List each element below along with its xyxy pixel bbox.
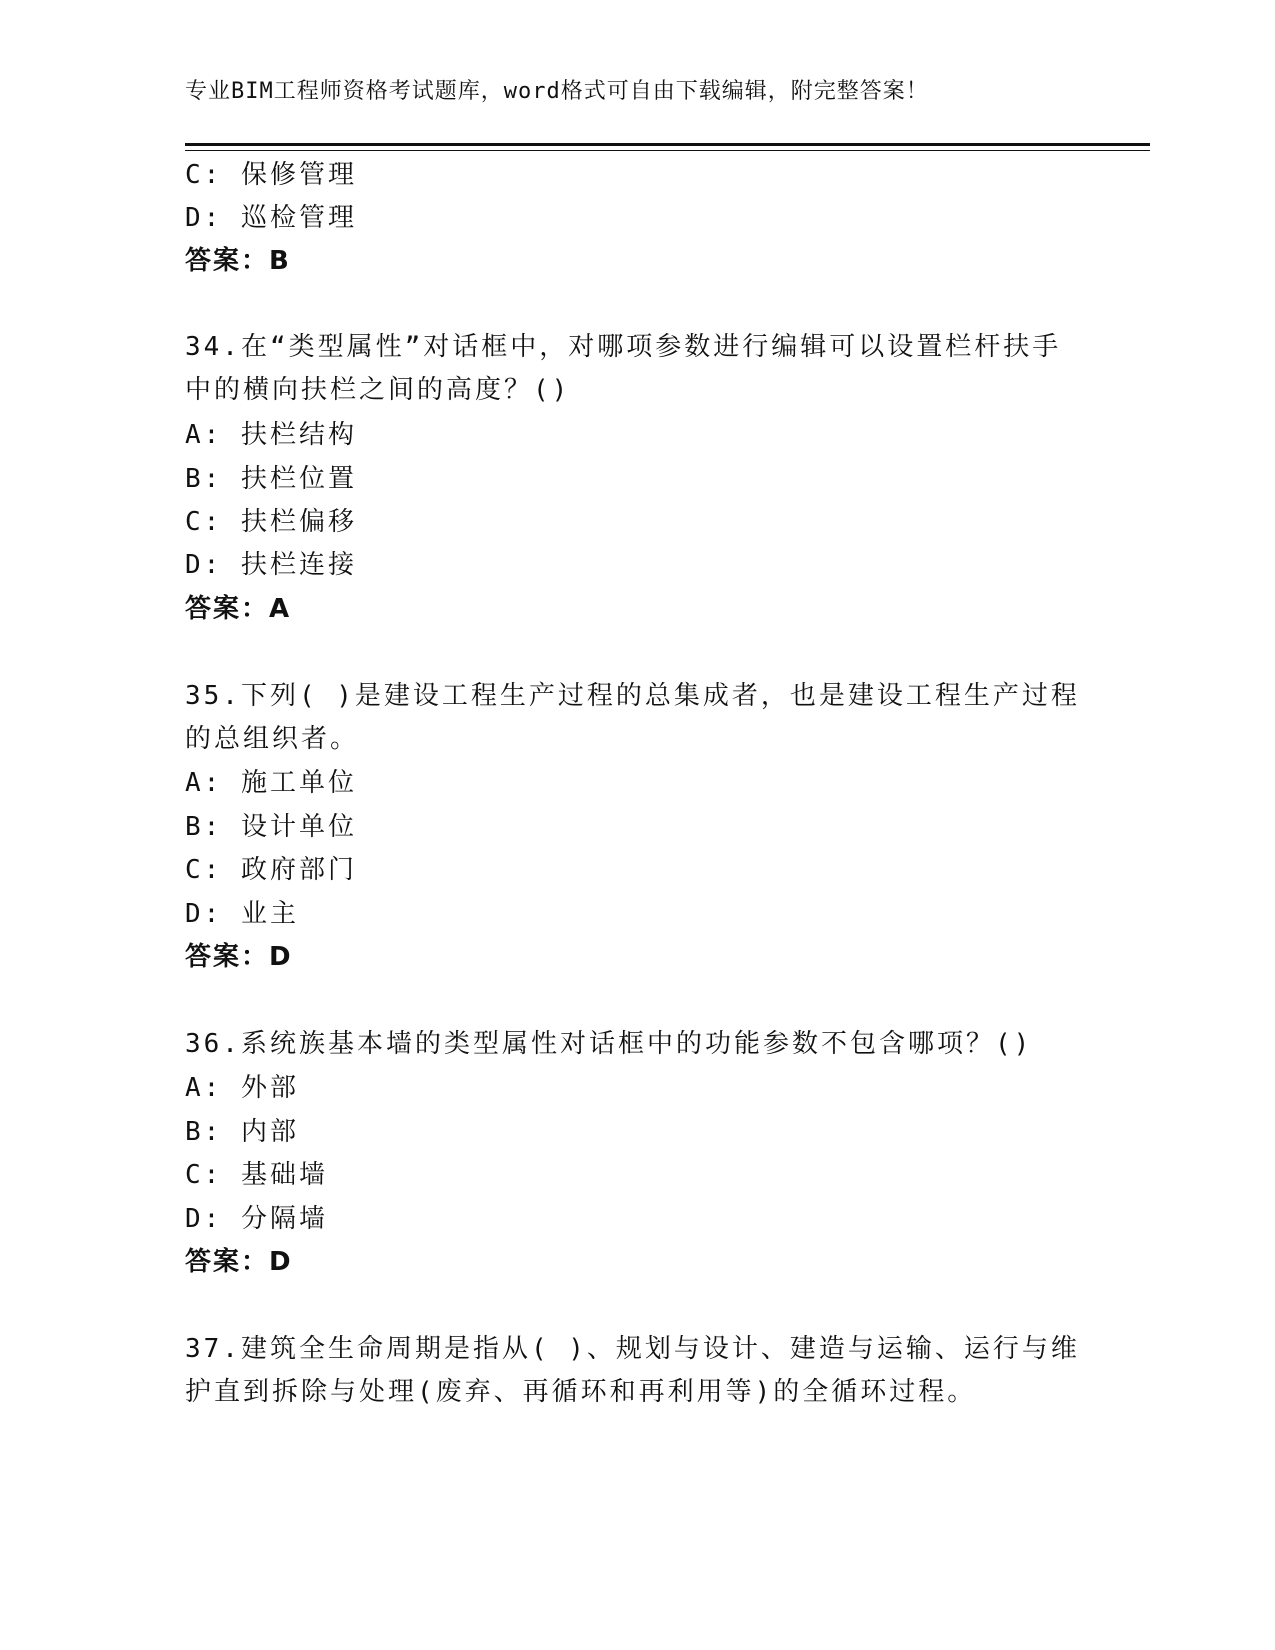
q33-option-c: C: 保修管理 (185, 160, 357, 190)
q35-stem-line1: 35.下列( )是建设工程生产过程的总集成者，也是建设工程生产过程 (185, 681, 1080, 711)
q35-option-c: C: 政府部门 (185, 855, 357, 885)
q36-answer: 答案：D (185, 1247, 293, 1277)
q36-option-a: A: 外部 (185, 1073, 299, 1103)
q34-stem-line2: 中的横向扶栏之间的高度？() (185, 375, 571, 405)
q37-stem-line2: 护直到拆除与处理(废弃、再循环和再利用等)的全循环过程。 (185, 1377, 977, 1407)
q36-option-c: C: 基础墙 (185, 1160, 328, 1190)
q36-option-b: B: 内部 (185, 1117, 299, 1147)
q33-answer: 答案：B (185, 246, 291, 276)
q37-stem-line1: 37.建筑全生命周期是指从( )、规划与设计、建造与运输、运行与维 (185, 1334, 1080, 1364)
q34-option-a: A: 扶栏结构 (185, 420, 357, 450)
q35-option-a: A: 施工单位 (185, 768, 357, 798)
header-rule-thin (185, 150, 1150, 151)
q34-option-c: C: 扶栏偏移 (185, 507, 357, 537)
q34-answer: 答案：A (185, 594, 292, 624)
header-rule-thick (185, 143, 1150, 146)
page-header: 专业BIM工程师资格考试题库，word格式可自由下载编辑，附完整答案！ (185, 79, 929, 104)
q34-option-d: D: 扶栏连接 (185, 550, 357, 580)
q35-option-d: D: 业主 (185, 899, 299, 929)
q33-option-d: D: 巡检管理 (185, 203, 357, 233)
q34-stem-line1: 34.在“类型属性”对话框中，对哪项参数进行编辑可以设置栏杆扶手 (185, 332, 1062, 362)
q35-stem-line2: 的总组织者。 (185, 724, 360, 754)
q35-answer: 答案：D (185, 942, 293, 972)
q34-option-b: B: 扶栏位置 (185, 464, 357, 494)
q36-option-d: D: 分隔墙 (185, 1204, 328, 1234)
q36-stem-line1: 36.系统族基本墙的类型属性对话框中的功能参数不包含哪项？() (185, 1029, 1033, 1059)
q35-option-b: B: 设计单位 (185, 812, 357, 842)
